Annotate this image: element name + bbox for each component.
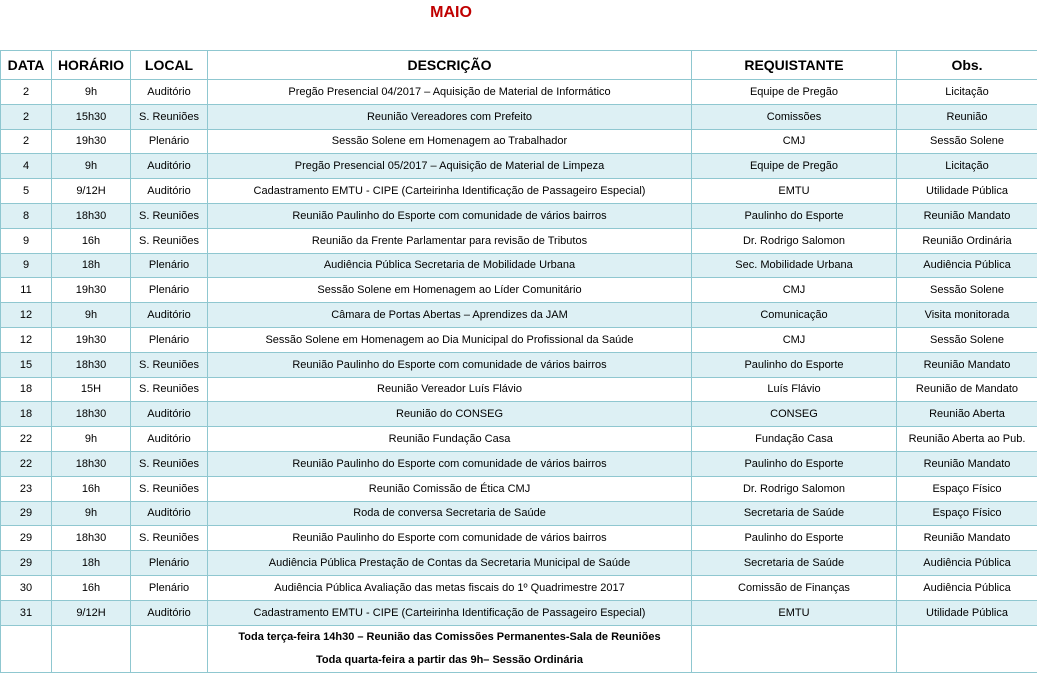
cell-obs: Reunião Mandato: [897, 203, 1037, 228]
cell-horario: 19h30: [52, 129, 131, 154]
cell-local: Auditório: [131, 600, 208, 625]
cell-obs: Reunião Mandato: [897, 352, 1037, 377]
empty-cell: [131, 625, 208, 672]
cell-descricao: Audiência Pública Avaliação das metas fiscais do 1º Quadrimestre 2017: [208, 575, 692, 600]
cell-obs: Sessão Solene: [897, 327, 1037, 352]
cell-descricao: Reunião Comissão de Ética CMJ: [208, 476, 692, 501]
cell-obs: Sessão Solene: [897, 278, 1037, 303]
table-row: [1, 278, 1037, 303]
cell-requistante: CMJ: [692, 327, 897, 352]
cell-descricao: Cadastramento EMTU - CIPE (Carteirinha Identificação de Passageiro Especial): [208, 600, 692, 625]
note-line: Toda quarta-feira a partir das 9h– Sessão Ordinária: [316, 653, 583, 666]
cell-obs: Reunião: [897, 104, 1037, 129]
cell-descricao: Audiência Pública Secretaria de Mobilidade Urbana: [208, 253, 692, 278]
cell-descricao: Roda de conversa Secretaria de Saúde: [208, 501, 692, 526]
cell-horario: 15h30: [52, 104, 131, 129]
empty-cell: [692, 625, 897, 672]
cell-horario: 9h: [52, 303, 131, 328]
cell-horario: 18h30: [52, 402, 131, 427]
cell-data: 9: [1, 253, 52, 278]
cell-descricao: Reunião Paulinho do Esporte com comunidade de vários bairros: [208, 203, 692, 228]
cell-horario: 9/12H: [52, 600, 131, 625]
cell-data: 22: [1, 451, 52, 476]
cell-descricao: Reunião Paulinho do Esporte com comunidade de vários bairros: [208, 352, 692, 377]
cell-requistante: Paulinho do Esporte: [692, 526, 897, 551]
cell-local: S. Reuniões: [131, 476, 208, 501]
cell-data: 2: [1, 80, 52, 105]
cell-horario: 9/12H: [52, 179, 131, 204]
cell-obs: Audiência Pública: [897, 575, 1037, 600]
cell-local: S. Reuniões: [131, 104, 208, 129]
page-title: MAIO: [430, 4, 472, 21]
notes-row: [1, 625, 1037, 672]
cell-data: 9: [1, 228, 52, 253]
cell-local: Plenário: [131, 327, 208, 352]
cell-obs: Licitação: [897, 80, 1037, 105]
cell-descricao: Reunião Vereadores com Prefeito: [208, 104, 692, 129]
table-row: [1, 129, 1037, 154]
cell-requistante: CONSEG: [692, 402, 897, 427]
cell-requistante: Comissões: [692, 104, 897, 129]
cell-data: 12: [1, 327, 52, 352]
cell-descricao: Reunião da Frente Parlamentar para revisão de Tributos: [208, 228, 692, 253]
cell-requistante: Dr. Rodrigo Salomon: [692, 476, 897, 501]
cell-local: S. Reuniões: [131, 352, 208, 377]
table-row: [1, 600, 1037, 625]
cell-requistante: Secretaria de Saúde: [692, 501, 897, 526]
cell-obs: Utilidade Pública: [897, 600, 1037, 625]
cell-obs: Espaço Físico: [897, 501, 1037, 526]
cell-descricao: Reunião Vereador Luís Flávio: [208, 377, 692, 402]
cell-requistante: EMTU: [692, 179, 897, 204]
cell-descricao: Pregão Presencial 04/2017 – Aquisição de Material de Informático: [208, 80, 692, 105]
cell-requistante: Secretaria de Saúde: [692, 551, 897, 576]
cell-descricao: Sessão Solene em Homenagem ao Líder Comunitário: [208, 278, 692, 303]
cell-local: Plenário: [131, 253, 208, 278]
col-header-horario: HORÁRIO: [52, 51, 131, 80]
cell-horario: 18h30: [52, 526, 131, 551]
table-row: [1, 427, 1037, 452]
cell-requistante: Luís Flávio: [692, 377, 897, 402]
cell-obs: Reunião de Mandato: [897, 377, 1037, 402]
cell-local: Plenário: [131, 129, 208, 154]
table-row: [1, 104, 1037, 129]
cell-descricao: Sessão Solene em Homenagem ao Dia Municipal do Profissional da Saúde: [208, 327, 692, 352]
cell-descricao: Pregão Presencial 05/2017 – Aquisição de Material de Limpeza: [208, 154, 692, 179]
cell-requistante: Comissão de Finanças: [692, 575, 897, 600]
cell-data: 29: [1, 501, 52, 526]
cell-data: 2: [1, 104, 52, 129]
table-row: [1, 575, 1037, 600]
cell-obs: Utilidade Pública: [897, 179, 1037, 204]
cell-local: Plenário: [131, 278, 208, 303]
cell-horario: 19h30: [52, 278, 131, 303]
col-header-obs: Obs.: [897, 51, 1037, 80]
cell-horario: 16h: [52, 476, 131, 501]
cell-horario: 19h30: [52, 327, 131, 352]
table-row: [1, 253, 1037, 278]
cell-data: 15: [1, 352, 52, 377]
col-header-descricao: DESCRIÇÃO: [208, 51, 692, 80]
cell-requistante: Equipe de Pregão: [692, 80, 897, 105]
cell-horario: 9h: [52, 501, 131, 526]
table-row: [1, 327, 1037, 352]
cell-obs: Espaço Físico: [897, 476, 1037, 501]
table-row: [1, 303, 1037, 328]
cell-obs: Reunião Mandato: [897, 451, 1037, 476]
cell-local: S. Reuniões: [131, 526, 208, 551]
header-row: [1, 51, 1037, 80]
cell-horario: 18h: [52, 253, 131, 278]
cell-data: 18: [1, 402, 52, 427]
cell-local: Auditório: [131, 427, 208, 452]
table-row: [1, 154, 1037, 179]
cell-local: Auditório: [131, 80, 208, 105]
cell-local: Plenário: [131, 551, 208, 576]
table-row: [1, 203, 1037, 228]
cell-local: Auditório: [131, 154, 208, 179]
cell-descricao: Câmara de Portas Abertas – Aprendizes da JAM: [208, 303, 692, 328]
cell-obs: Sessão Solene: [897, 129, 1037, 154]
table-row: [1, 80, 1037, 105]
cell-horario: 18h: [52, 551, 131, 576]
cell-local: Auditório: [131, 303, 208, 328]
cell-descricao: Reunião Fundação Casa: [208, 427, 692, 452]
table-row: [1, 402, 1037, 427]
table-row: [1, 476, 1037, 501]
cell-data: 30: [1, 575, 52, 600]
cell-descricao: Reunião do CONSEG: [208, 402, 692, 427]
cell-horario: 18h30: [52, 451, 131, 476]
cell-data: 8: [1, 203, 52, 228]
cell-requistante: Comunicação: [692, 303, 897, 328]
cell-horario: 16h: [52, 575, 131, 600]
cell-local: Auditório: [131, 179, 208, 204]
col-header-data: DATA: [1, 51, 52, 80]
cell-descricao: Audiência Pública Prestação de Contas da Secretaria Municipal de Saúde: [208, 551, 692, 576]
cell-obs: Reunião Ordinária: [897, 228, 1037, 253]
empty-cell: [1, 625, 52, 672]
cell-local: S. Reuniões: [131, 377, 208, 402]
table-row: [1, 228, 1037, 253]
cell-requistante: Fundação Casa: [692, 427, 897, 452]
col-header-requistante: REQUISTANTE: [692, 51, 897, 80]
cell-horario: 9h: [52, 427, 131, 452]
cell-data: 2: [1, 129, 52, 154]
cell-requistante: Sec. Mobilidade Urbana: [692, 253, 897, 278]
cell-obs: Reunião Aberta ao Pub.: [897, 427, 1037, 452]
col-header-local: LOCAL: [131, 51, 208, 80]
cell-requistante: CMJ: [692, 278, 897, 303]
cell-obs: Reunião Aberta: [897, 402, 1037, 427]
cell-obs: Reunião Mandato: [897, 526, 1037, 551]
cell-data: 31: [1, 600, 52, 625]
cell-obs: Audiência Pública: [897, 253, 1037, 278]
cell-descricao: Sessão Solene em Homenagem ao Trabalhador: [208, 129, 692, 154]
cell-obs: Audiência Pública: [897, 551, 1037, 576]
cell-data: 18: [1, 377, 52, 402]
note-line: Toda terça-feira 14h30 – Reunião das Comissões Permanentes-Sala de Reuniões: [238, 630, 661, 643]
cell-data: 11: [1, 278, 52, 303]
cell-local: Auditório: [131, 501, 208, 526]
cell-data: 12: [1, 303, 52, 328]
cell-local: S. Reuniões: [131, 228, 208, 253]
cell-requistante: Dr. Rodrigo Salomon: [692, 228, 897, 253]
cell-descricao: Reunião Paulinho do Esporte com comunidade de vários bairros: [208, 526, 692, 551]
cell-requistante: CMJ: [692, 129, 897, 154]
cell-horario: 16h: [52, 228, 131, 253]
table-row: [1, 377, 1037, 402]
cell-descricao: Reunião Paulinho do Esporte com comunidade de vários bairros: [208, 451, 692, 476]
table-row: [1, 551, 1037, 576]
table-row: [1, 179, 1037, 204]
table-row: [1, 526, 1037, 551]
cell-data: 29: [1, 551, 52, 576]
cell-data: 5: [1, 179, 52, 204]
cell-data: 23: [1, 476, 52, 501]
cell-local: Auditório: [131, 402, 208, 427]
table-row: [1, 352, 1037, 377]
table-row: [1, 501, 1037, 526]
table-row: [1, 451, 1037, 476]
cell-local: S. Reuniões: [131, 203, 208, 228]
schedule-table: [0, 50, 1037, 673]
cell-local: Plenário: [131, 575, 208, 600]
cell-requistante: EMTU: [692, 600, 897, 625]
empty-cell: [897, 625, 1037, 672]
empty-cell: [52, 625, 131, 672]
cell-horario: 9h: [52, 154, 131, 179]
cell-data: 29: [1, 526, 52, 551]
cell-descricao: Cadastramento EMTU - CIPE (Carteirinha Identificação de Passageiro Especial): [208, 179, 692, 204]
table-body: [1, 80, 1037, 673]
notes-cell: [208, 625, 692, 672]
cell-requistante: Paulinho do Esporte: [692, 352, 897, 377]
cell-horario: 9h: [52, 80, 131, 105]
cell-horario: 15H: [52, 377, 131, 402]
cell-requistante: Paulinho do Esporte: [692, 203, 897, 228]
cell-horario: 18h30: [52, 203, 131, 228]
cell-requistante: Paulinho do Esporte: [692, 451, 897, 476]
cell-local: S. Reuniões: [131, 451, 208, 476]
cell-requistante: Equipe de Pregão: [692, 154, 897, 179]
cell-horario: 18h30: [52, 352, 131, 377]
cell-obs: Visita monitorada: [897, 303, 1037, 328]
cell-data: 4: [1, 154, 52, 179]
cell-data: 22: [1, 427, 52, 452]
cell-obs: Licitação: [897, 154, 1037, 179]
